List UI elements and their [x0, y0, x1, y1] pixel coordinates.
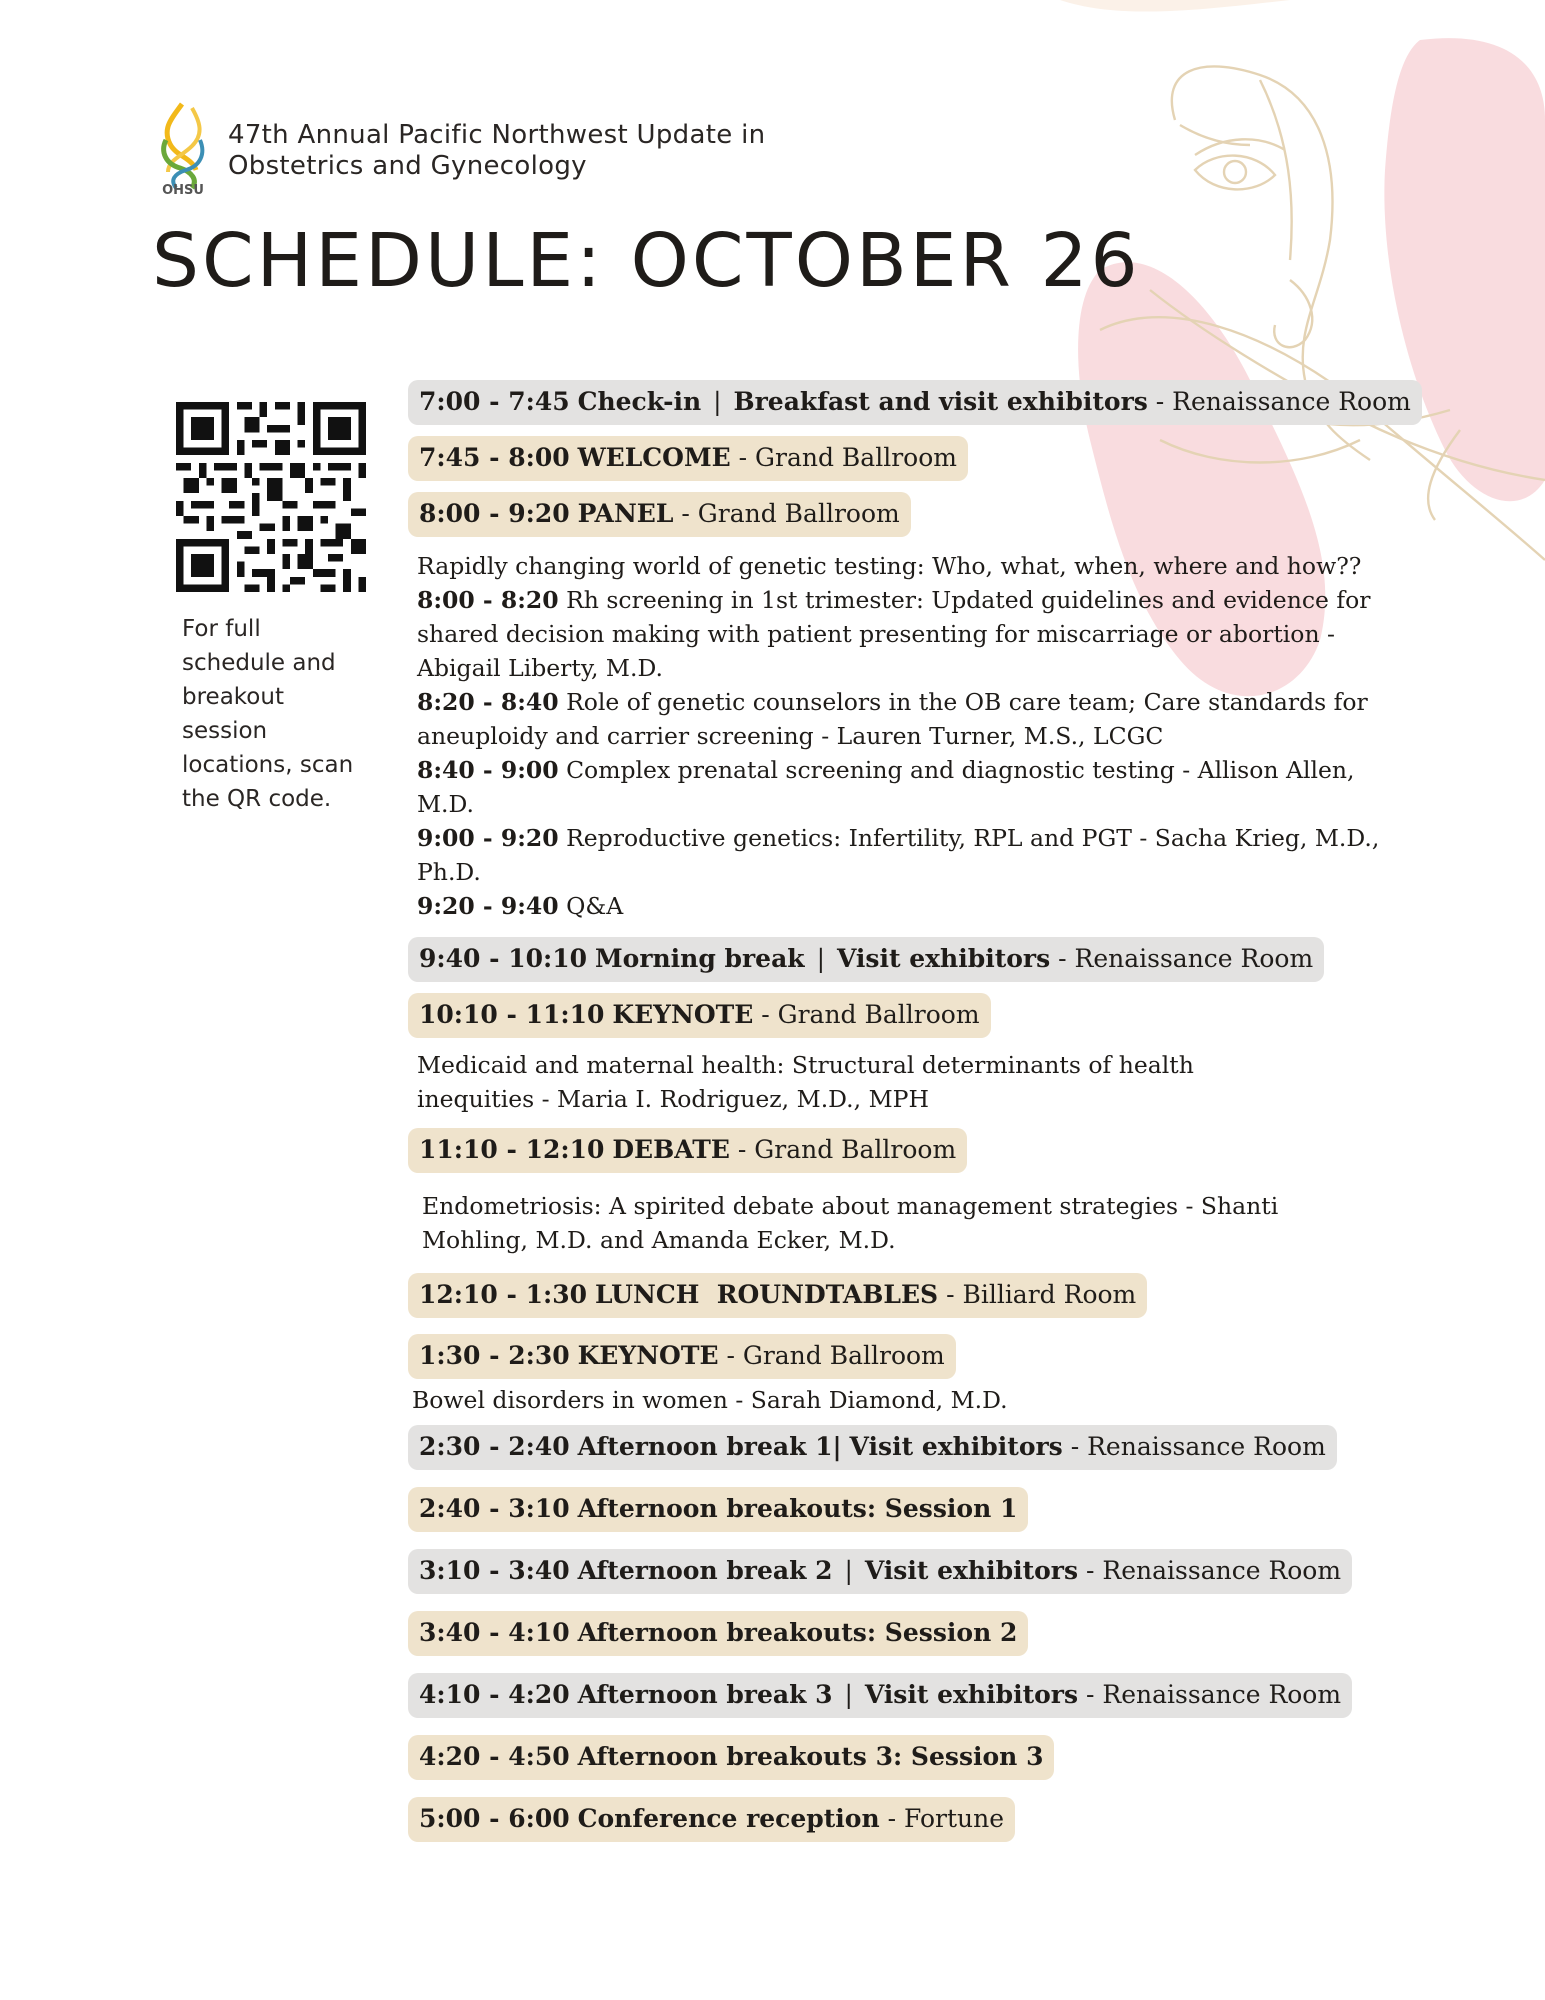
schedule-item-lunch [408, 1273, 1147, 1318]
talk-text: Reproductive genetics: Infertility, RPL and PGT - Sacha Krieg, M.D., Ph.D. [417, 824, 1380, 886]
schedule-item-afternoon-break-3 [408, 1673, 1352, 1718]
schedule-item-welcome [408, 436, 968, 481]
talk-text: Q&A [566, 892, 624, 920]
item-time: 3:40 - 4:10 [419, 1618, 570, 1647]
logo-text: OHSU [162, 183, 204, 196]
qr-code-icon[interactable] [176, 402, 366, 592]
item-separator: | [844, 1556, 853, 1585]
item-title: Afternoon break 2 [577, 1556, 833, 1585]
item-time: 9:40 - 10:10 [419, 944, 588, 973]
item-location: - Billiard Room [946, 1280, 1137, 1309]
item-title-2: Visit exhibitors [864, 1680, 1079, 1709]
item-time: 8:00 - 9:20 [419, 499, 570, 528]
schedule-item-afternoon-break-1 [408, 1425, 1337, 1470]
item-location: - Renaissance Room [1070, 1432, 1326, 1461]
item-time: 2:30 - 2:40 [419, 1432, 570, 1461]
panel-talk [417, 889, 1408, 923]
talk-time: 8:20 - 8:40 [417, 688, 559, 716]
schedule-item-reception [408, 1797, 1015, 1842]
schedule-item-debate [408, 1128, 967, 1173]
item-location: - Renaissance Room [1155, 387, 1411, 416]
conference-title-line2: Obstetrics and Gynecology [228, 151, 587, 181]
item-separator: | [816, 944, 825, 973]
item-time: 3:10 - 3:40 [419, 1556, 570, 1585]
talk-text: Complex prenatal screening and diagnostic testing - Allison Allen, M.D. [417, 756, 1355, 818]
talk-time: 8:40 - 9:00 [417, 756, 559, 784]
panel-talk [417, 821, 1408, 889]
item-time: 11:10 - 12:10 [419, 1135, 605, 1164]
item-time: 4:20 - 4:50 [419, 1742, 570, 1771]
schedule-item-breakout-3 [408, 1735, 1054, 1780]
item-time: 5:00 - 6:00 [419, 1804, 570, 1833]
talk-time: 9:20 - 9:40 [417, 892, 559, 920]
panel-intro: Rapidly changing world of genetic testing: Who, what, when, where and how?? [417, 552, 1362, 580]
item-title-2: Visit exhibitors [849, 1432, 1063, 1461]
panel-talk [417, 753, 1408, 821]
ohsu-logo-icon [152, 100, 214, 196]
schedule-item-breakout-2 [408, 1611, 1028, 1656]
item-title: Afternoon breakouts 3: Session 3 [577, 1742, 1044, 1771]
item-title: LUNCH ROUNDTABLES [594, 1280, 939, 1309]
item-title: Morning break [594, 944, 805, 973]
qr-instructions: For full schedule and breakout session locations, scan the QR code. [182, 616, 354, 812]
schedule-item-morning-break [408, 937, 1324, 982]
talk-time: 8:00 - 8:20 [417, 586, 559, 614]
schedule-item-keynote-2 [408, 1334, 956, 1379]
schedule-item-afternoon-break-2 [408, 1549, 1352, 1594]
schedule-item-panel [408, 492, 911, 537]
panel-talk [417, 583, 1408, 685]
item-location: - Grand Ballroom [738, 443, 957, 472]
item-title-2: Visit exhibitors [864, 1556, 1079, 1585]
item-title: WELCOME [577, 443, 731, 472]
schedule-item-breakout-1 [408, 1487, 1028, 1532]
item-time: 1:30 - 2:30 [419, 1341, 570, 1370]
schedule-list [408, 380, 1488, 1842]
talk-text: Rh screening in 1st trimester: Updated guidelines and evidence for shared decision making with patient presenting for miscarriage or abortion - Abigail Liberty, M.D. [417, 586, 1371, 682]
item-location: - Renaissance Room [1086, 1556, 1342, 1585]
page-title: SCHEDULE: OCTOBER 26 [152, 218, 1141, 304]
talk-text: Role of genetic counselors in the OB care team; Care standards for aneuploidy and carrier screening - Lauren Turner, M.S., LCGC [417, 688, 1368, 750]
debate-description: Endometriosis: A spirited debate about management strategies - Shanti Mohling, M.D. and Amanda Ecker, M.D. [422, 1192, 1279, 1254]
item-location: - Renaissance Room [1058, 944, 1314, 973]
panel-talk [417, 685, 1408, 753]
schedule-item-keynote-1 [408, 993, 991, 1038]
item-title: Check-in [577, 387, 702, 416]
item-time: 12:10 - 1:30 [419, 1280, 588, 1309]
item-title-2: Visit exhibitors [836, 944, 1051, 973]
item-title: KEYNOTE [577, 1341, 719, 1370]
item-time: 2:40 - 3:10 [419, 1494, 570, 1523]
panel-description [408, 549, 1408, 923]
item-title: KEYNOTE [612, 1000, 754, 1029]
header [152, 100, 765, 196]
item-location: - Fortune [887, 1804, 1005, 1833]
item-title: Conference reception [577, 1804, 880, 1833]
item-title: Afternoon break 3 [577, 1680, 833, 1709]
item-location: - Grand Ballroom [761, 1000, 980, 1029]
item-title: PANEL [577, 499, 674, 528]
item-title: Afternoon breakouts: Session 1 [577, 1494, 1018, 1523]
conference-title [228, 120, 765, 182]
item-location: - Grand Ballroom [681, 499, 900, 528]
keynote-1-description: Medicaid and maternal health: Structural determinants of health inequities - Maria I. Rodriguez, M.D., MPH [417, 1051, 1194, 1113]
keynote-2-description: Bowel disorders in women - Sarah Diamond, M.D. [412, 1386, 1008, 1414]
talk-time: 9:00 - 9:20 [417, 824, 559, 852]
item-location: - Grand Ballroom [737, 1135, 957, 1164]
schedule-item-checkin [408, 380, 1422, 425]
item-time: 7:45 - 8:00 [419, 443, 570, 472]
conference-title-line1: 47th Annual Pacific Northwest Update in [228, 120, 766, 150]
item-location: - Grand Ballroom [726, 1341, 945, 1370]
item-separator: | [713, 387, 722, 416]
item-location: - Renaissance Room [1086, 1680, 1342, 1709]
item-title: DEBATE [612, 1135, 730, 1164]
item-time: 4:10 - 4:20 [419, 1680, 570, 1709]
item-title: Afternoon break 1| [577, 1432, 842, 1461]
item-title: Afternoon breakouts: Session 2 [577, 1618, 1018, 1647]
item-title-2: Breakfast and visit exhibitors [733, 387, 1148, 416]
item-separator: | [844, 1680, 853, 1709]
item-time: 7:00 - 7:45 [419, 387, 570, 416]
item-time: 10:10 - 11:10 [419, 1000, 605, 1029]
